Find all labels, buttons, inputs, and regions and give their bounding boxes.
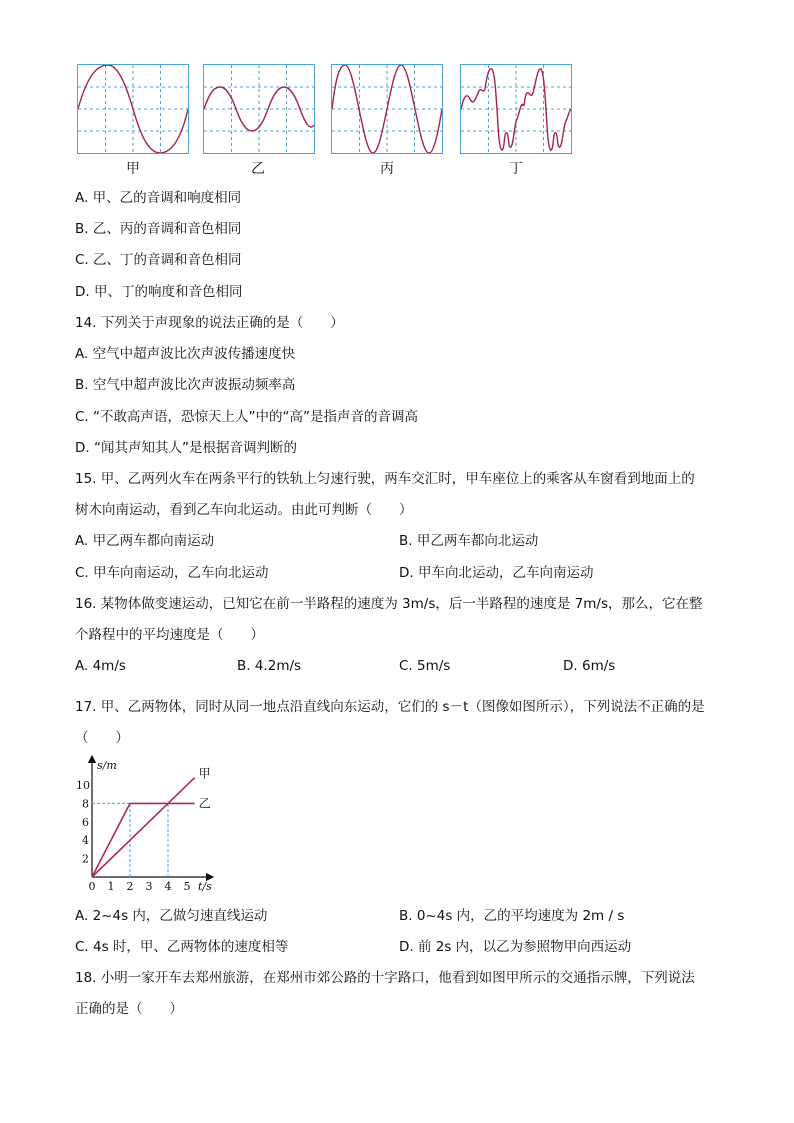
- q14-option-b: B. 空气中超声波比次声波振动频率高: [75, 377, 296, 393]
- wave-label-ding: 丁: [509, 161, 523, 177]
- q15-option-d: D. 甲车向北运动，乙车向南运动: [399, 565, 594, 581]
- q15-stem-line1: 15. 甲、乙两列火车在两条平行的铁轨上匀速行驶，两车交汇时，甲车座位上的乘客从车窗看到地面上的: [75, 471, 695, 487]
- q13-option-b: B. 乙、丙的音调和音色相同: [75, 221, 242, 237]
- q18-stem-line1: 18. 小明一家开车去郑州旅游，在郑州市郊公路的十字路口，他看到如图甲所示的交通指示牌，下列说法: [75, 970, 695, 986]
- waveform-bing: [331, 64, 443, 154]
- y-tick-label: 10: [76, 779, 90, 792]
- x-tick-label: 0: [88, 880, 96, 893]
- q15-option-c: C. 甲车向南运动，乙车向北运动: [75, 565, 269, 581]
- st-graph: [70, 755, 230, 897]
- waveform-yi: [203, 64, 315, 154]
- q16-option-d: D. 6m/s: [563, 658, 616, 674]
- series-label-1: 乙: [198, 796, 211, 811]
- waveform-ding: [460, 64, 572, 154]
- q17-option-d: D. 前 2s 内，以乙为参照物甲向西运动: [399, 939, 632, 955]
- q17-option-c: C. 4s 时，甲、乙两物体的速度相等: [75, 939, 289, 955]
- y-axis-label: s/m: [97, 759, 117, 772]
- q13-option-a: A. 甲、乙的音调和响度相同: [75, 190, 242, 206]
- y-tick-label: 4: [82, 834, 89, 848]
- q16-stem-line1: 16. 某物体做变速运动，已知它在前一半路程的速度为 3m/s，后一半路程的速度是 7m/s，那么，它在整: [75, 596, 703, 612]
- q16-option-a: A. 4m/s: [75, 658, 126, 674]
- q18-stem-line2: 正确的是（ ）: [75, 1001, 183, 1017]
- q14-stem: 14. 下列关于声现象的说法正确的是（ ）: [75, 315, 344, 331]
- q15-option-b: B. 甲乙两车都向北运动: [399, 533, 539, 549]
- x-tick-label: 2: [126, 880, 134, 893]
- q16-option-c: C. 5m/s: [399, 658, 451, 674]
- q17-stem-line2: （ ）: [75, 730, 129, 746]
- x-tick-label: 3: [145, 880, 153, 893]
- q17-option-b: B. 0~4s 内，乙的平均速度为 2m / s: [399, 908, 625, 924]
- q13-option-c: C. 乙、丁的音调和音色相同: [75, 252, 242, 268]
- x-tick-label: 5: [183, 880, 191, 893]
- q16-stem-line2: 个路程中的平均速度是（ ）: [75, 627, 264, 643]
- y-tick-label: 2: [82, 852, 89, 866]
- wave-label-yi: 乙: [251, 161, 265, 177]
- q17-option-a: A. 2~4s 内，乙做匀速直线运动: [75, 908, 268, 924]
- q13-option-d: D. 甲、丁的响度和音色相同: [75, 284, 243, 300]
- x-tick-label: 1: [107, 880, 115, 893]
- q14-option-c: C. “不敢高声语，恐惊天上人”中的“高”是指声音的音调高: [75, 409, 418, 425]
- wave-label-bing: 丙: [380, 161, 394, 177]
- q16-option-b: B. 4.2m/s: [237, 658, 302, 674]
- series-line-0: [92, 778, 195, 877]
- x-axis-label: t/s: [198, 880, 212, 893]
- q14-option-d: D. “闻其声知其人”是根据音调判断的: [75, 440, 297, 456]
- x-tick-label: 4: [164, 880, 172, 893]
- q14-option-a: A. 空气中超声波比次声波传播速度快: [75, 346, 296, 362]
- q15-stem-line2: 树木向南运动，看到乙车向北运动。由此可判断（ ）: [75, 502, 413, 518]
- y-tick-label: 6: [82, 815, 89, 829]
- series-line-1: [92, 803, 195, 877]
- q17-stem-line1: 17. 甲、乙两物体，同时从同一地点沿直线向东运动，它们的 s－t（图像如图所示），下列说法不正确的是: [75, 699, 705, 715]
- q15-option-a: A. 甲乙两车都向南运动: [75, 533, 215, 549]
- series-label-0: 甲: [198, 766, 211, 781]
- wave-label-jia: 甲: [126, 161, 140, 177]
- y-tick-label: 8: [82, 797, 89, 811]
- waveform-jia: [77, 64, 189, 154]
